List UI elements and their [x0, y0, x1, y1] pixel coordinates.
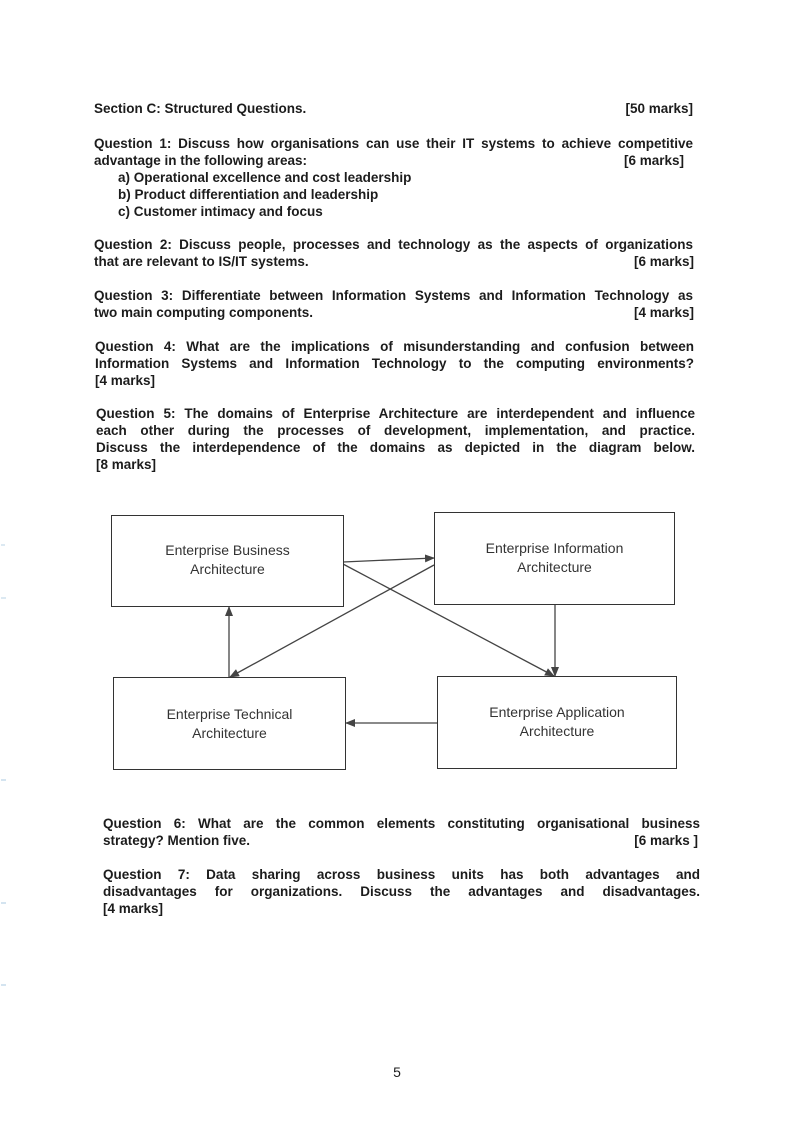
box-technical-label-2: Architecture: [192, 725, 267, 741]
q2-line-1: Question 2: Discuss people, processes and technology as the aspects of organizations: [94, 237, 693, 252]
q3-line-2: two main computing components.: [94, 305, 313, 320]
box-business-label-2: Architecture: [190, 561, 265, 577]
q3-line-1: Question 3: Differentiate between Information Systems and Information Technology as: [94, 288, 693, 303]
box-application-label-1: Enterprise Application: [489, 704, 625, 720]
q5-line-1: Question 5: The domains of Enterprise Architecture are interdependent and influence: [96, 406, 695, 421]
q3-marks: [4 marks]: [633, 305, 694, 320]
q1-item-b: b) Product differentiation and leadership: [118, 187, 379, 202]
q7-line-2: disadvantages for organizations. Discuss the advantages and disadvantages.: [103, 884, 700, 899]
box-technical-label-1: Enterprise Technical: [166, 706, 293, 722]
page-number: 5: [393, 1064, 401, 1080]
box-information-label-2: Architecture: [517, 559, 592, 575]
arrow-business-to-information: [343, 558, 434, 562]
q2-marks: [6 marks]: [633, 254, 694, 269]
q2-line-2: that are relevant to IS/IT systems.: [94, 254, 309, 269]
q1-line-1: Question 1: Discuss how organisations can use their IT systems to achieve competitive: [94, 136, 693, 151]
box-enterprise-business-architecture: [111, 515, 344, 607]
section-title: Section C: Structured Questions.: [94, 101, 307, 116]
q4-line-3: [4 marks]: [95, 373, 156, 388]
q6-line-1: Question 6: What are the common elements constituting organisational business: [103, 816, 700, 831]
box-information-label-1: Enterprise Information: [485, 540, 624, 556]
q1-item-c: c) Customer intimacy and focus: [118, 204, 323, 219]
q5-line-4: [8 marks]: [96, 457, 157, 472]
q6-marks: [6 marks ]: [634, 833, 698, 848]
q4-line-1: Question 4: What are the implications of misunderstanding and confusion between: [95, 339, 694, 354]
q6-line-2: strategy? Mention five.: [103, 833, 251, 848]
box-enterprise-information-architecture: [434, 512, 675, 605]
q1-item-a: a) Operational excellence and cost leadership: [118, 170, 412, 185]
box-business-label-1: Enterprise Business: [165, 542, 290, 558]
box-application-label-2: Architecture: [519, 723, 595, 739]
box-enterprise-application-architecture: [437, 676, 677, 769]
q7-line-1: Question 7: Data sharing across business units has both advantages and: [103, 867, 700, 882]
q1-marks: [6 marks]: [623, 153, 684, 168]
q5-line-2: each other during the processes of development, implementation, and practice.: [96, 423, 695, 438]
box-enterprise-technical-architecture: [113, 677, 346, 770]
q4-line-2: Information Systems and Information Technology to the computing environments?: [95, 356, 694, 371]
section-marks: [50 marks]: [625, 101, 693, 116]
q1-line-2: advantage in the following areas:: [94, 153, 308, 168]
q7-line-3: [4 marks]: [103, 901, 164, 916]
q5-line-3: Discuss the interdependence of the domains as depicted in the diagram below.: [96, 440, 695, 455]
